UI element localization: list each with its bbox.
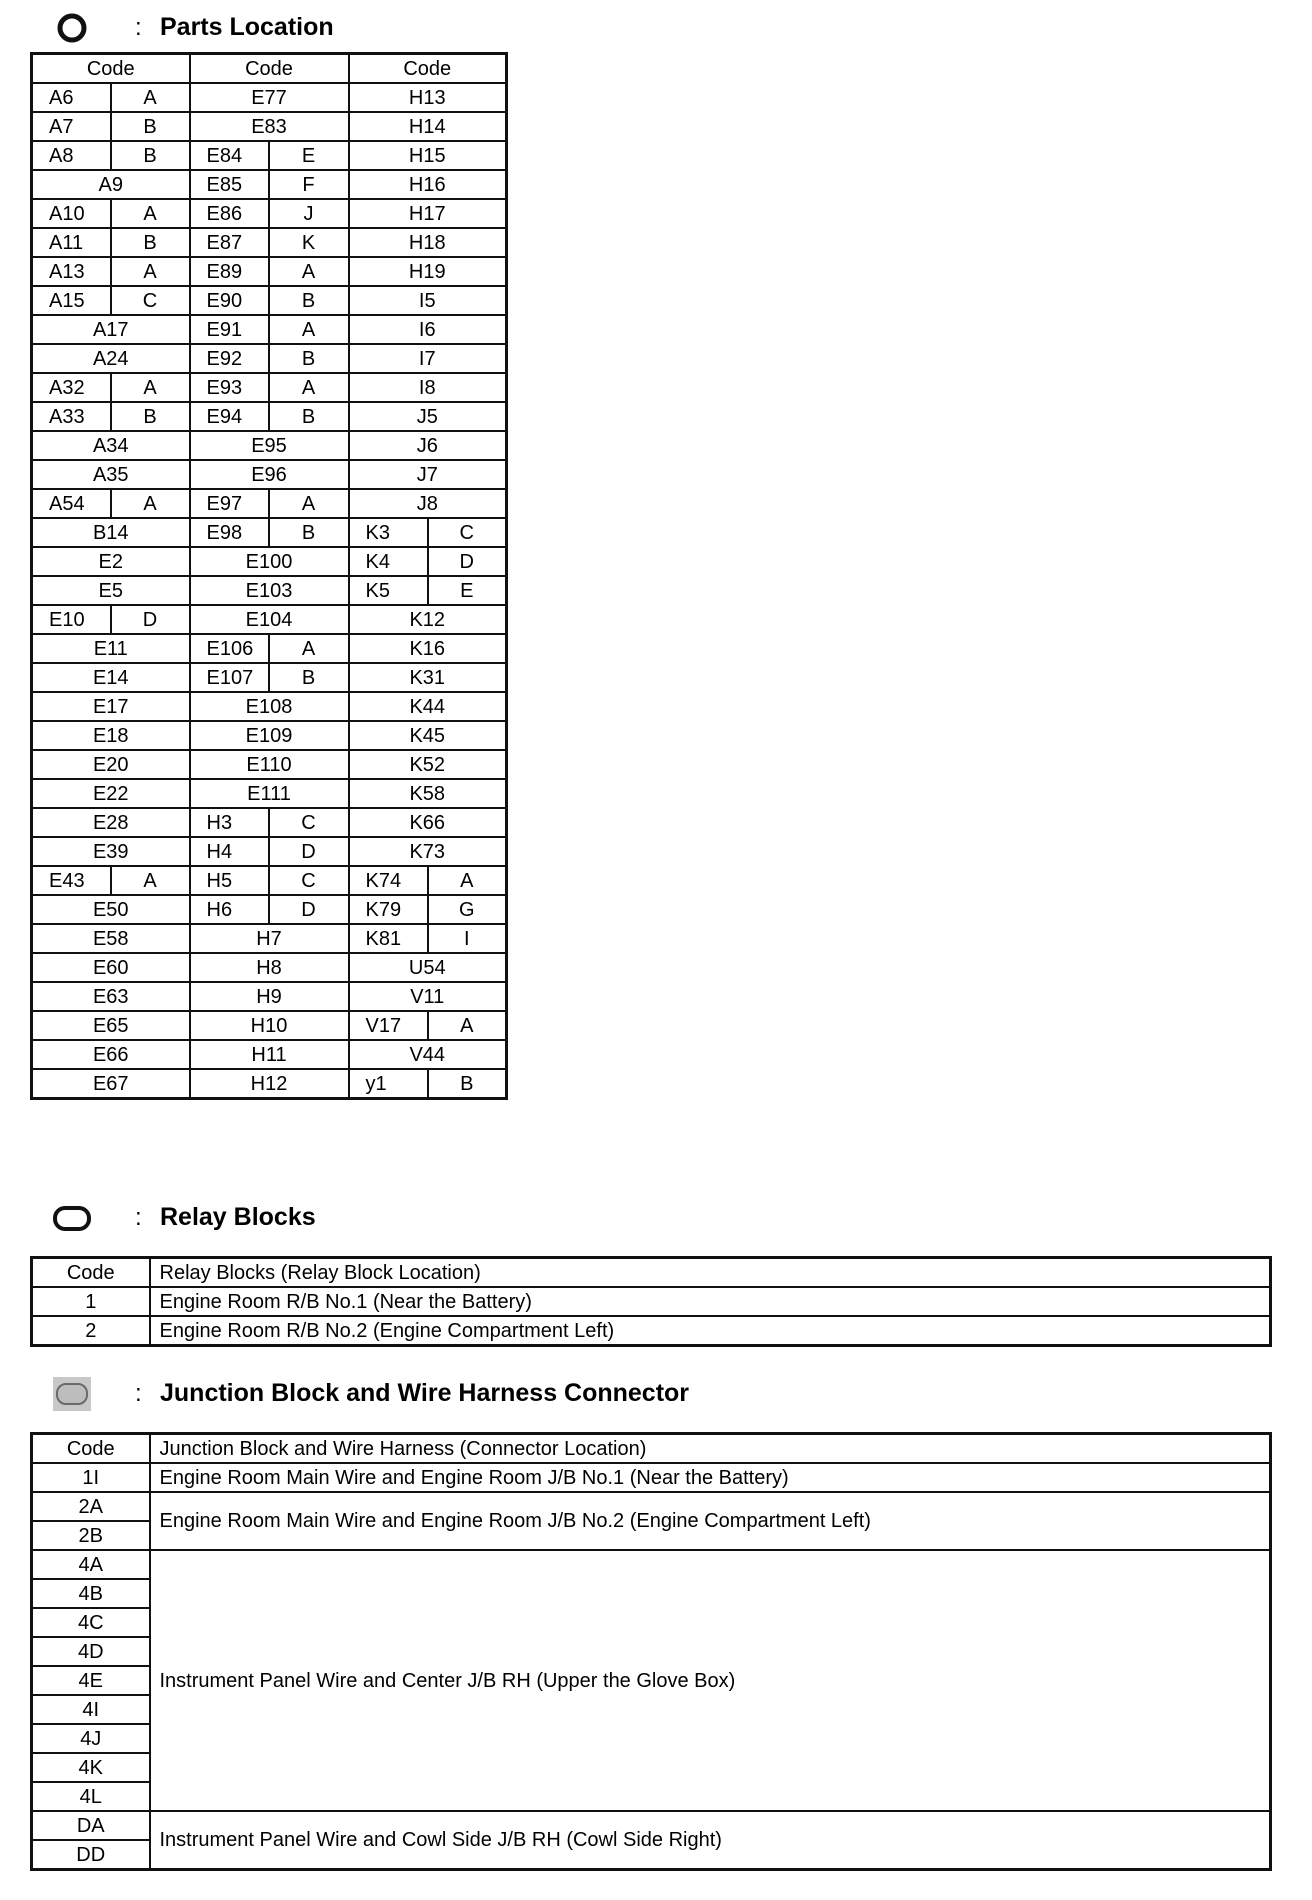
column-header: Code: [349, 54, 507, 84]
part-code: K3: [349, 518, 428, 547]
part-location-letter: C: [269, 866, 349, 895]
part-code: K44: [349, 692, 507, 721]
relay-description: Engine Room R/B No.1 (Near the Battery): [150, 1287, 1271, 1316]
table-row: [32, 837, 507, 866]
part-code: E84: [190, 141, 269, 170]
part-code: J8: [349, 489, 507, 518]
table-header-row: [32, 1434, 1271, 1464]
table-row: [32, 866, 507, 895]
column-header: Junction Block and Wire Harness (Connector Location): [150, 1434, 1271, 1464]
relay-code: 2: [32, 1316, 150, 1346]
table-row: [32, 489, 507, 518]
part-code: E107: [190, 663, 269, 692]
part-code: E98: [190, 518, 269, 547]
table-row: [32, 1287, 1271, 1316]
part-location-letter: J: [269, 199, 349, 228]
part-code: I7: [349, 344, 507, 373]
part-code: E109: [190, 721, 349, 750]
part-location-letter: D: [269, 837, 349, 866]
part-code: K66: [349, 808, 507, 837]
column-header: Code: [190, 54, 349, 84]
part-code: H7: [190, 924, 349, 953]
part-code: A35: [32, 460, 190, 489]
part-code: H4: [190, 837, 269, 866]
part-code: E17: [32, 692, 190, 721]
part-code: H13: [349, 83, 507, 112]
table-row: [32, 721, 507, 750]
part-code: A9: [32, 170, 190, 199]
connector-code: 4E: [32, 1666, 150, 1695]
part-code: A32: [32, 373, 111, 402]
connector-code: 4J: [32, 1724, 150, 1753]
junction-block-title: Junction Block and Wire Harness Connector: [160, 1379, 690, 1407]
part-code: E106: [190, 634, 269, 663]
part-location-letter: D: [269, 895, 349, 924]
table-row: [32, 547, 507, 576]
heading-colon: :: [135, 14, 142, 41]
part-code: A17: [32, 315, 190, 344]
table-row: [32, 1011, 507, 1040]
part-code: E14: [32, 663, 190, 692]
part-code: E100: [190, 547, 349, 576]
part-location-letter: A: [111, 257, 190, 286]
part-location-letter: A: [111, 866, 190, 895]
part-code: H19: [349, 257, 507, 286]
heading-colon: :: [135, 1204, 142, 1231]
table-row: [32, 141, 507, 170]
part-code: E67: [32, 1069, 190, 1099]
parts-location-table: [30, 52, 508, 1100]
part-location-letter: B: [111, 112, 190, 141]
connector-description: Engine Room Main Wire and Engine Room J/B No.1 (Near the Battery): [150, 1463, 1271, 1492]
part-code: K73: [349, 837, 507, 866]
part-code: J6: [349, 431, 507, 460]
part-code: K4: [349, 547, 428, 576]
part-location-letter: B: [269, 402, 349, 431]
part-code: I8: [349, 373, 507, 402]
part-code: I6: [349, 315, 507, 344]
part-code: E92: [190, 344, 269, 373]
table-row: [32, 982, 507, 1011]
relay-blocks-title: Relay Blocks: [160, 1203, 316, 1231]
heading-colon: :: [135, 1380, 142, 1407]
part-location-letter: C: [269, 808, 349, 837]
part-location-letter: D: [111, 605, 190, 634]
part-code: K45: [349, 721, 507, 750]
part-code: H9: [190, 982, 349, 1011]
connector-code: 2A: [32, 1492, 150, 1521]
table-row: [32, 1040, 507, 1069]
part-code: E65: [32, 1011, 190, 1040]
part-code: K74: [349, 866, 428, 895]
shaded-rounded-rect-symbol-icon: [52, 1374, 92, 1414]
part-code: K16: [349, 634, 507, 663]
connector-code: 2B: [32, 1521, 150, 1550]
table-row: [32, 257, 507, 286]
part-code: H12: [190, 1069, 349, 1099]
part-code: E110: [190, 750, 349, 779]
part-code: E83: [190, 112, 349, 141]
part-code: H5: [190, 866, 269, 895]
part-location-letter: A: [269, 257, 349, 286]
table-row: [32, 402, 507, 431]
part-location-letter: A: [269, 315, 349, 344]
part-code: K58: [349, 779, 507, 808]
connector-code: 4C: [32, 1608, 150, 1637]
part-location-letter: A: [269, 489, 349, 518]
part-code: E66: [32, 1040, 190, 1069]
part-code: A34: [32, 431, 190, 460]
part-location-letter: B: [111, 228, 190, 257]
part-code: K79: [349, 895, 428, 924]
table-row: [32, 1069, 507, 1099]
connector-description: Instrument Panel Wire and Cowl Side J/B RH (Cowl Side Right): [150, 1811, 1271, 1870]
part-code: A8: [32, 141, 111, 170]
part-code: U54: [349, 953, 507, 982]
part-location-letter: A: [111, 199, 190, 228]
connector-code: 4K: [32, 1753, 150, 1782]
table-row: [32, 750, 507, 779]
part-location-letter: E: [269, 141, 349, 170]
circle-symbol-icon: [52, 8, 92, 48]
part-code: E63: [32, 982, 190, 1011]
part-code: A15: [32, 286, 111, 315]
part-code: H17: [349, 199, 507, 228]
part-code: H14: [349, 112, 507, 141]
table-row: [32, 1316, 1271, 1346]
column-header: Code: [32, 1434, 150, 1464]
part-code: E90: [190, 286, 269, 315]
part-location-letter: F: [269, 170, 349, 199]
part-code: E50: [32, 895, 190, 924]
table-row: [32, 518, 507, 547]
table-row: [32, 1492, 1271, 1521]
part-location-letter: A: [269, 634, 349, 663]
table-row: [32, 1811, 1271, 1840]
part-code: E103: [190, 576, 349, 605]
part-code: E58: [32, 924, 190, 953]
part-code: A54: [32, 489, 111, 518]
part-code: H11: [190, 1040, 349, 1069]
part-code: E20: [32, 750, 190, 779]
part-location-letter: G: [428, 895, 507, 924]
part-code: A7: [32, 112, 111, 141]
part-code: A33: [32, 402, 111, 431]
part-location-letter: K: [269, 228, 349, 257]
table-header-row: [32, 54, 507, 84]
table-row: [32, 663, 507, 692]
table-row: [32, 373, 507, 402]
table-header-row: [32, 1258, 1271, 1288]
table-row: [32, 286, 507, 315]
table-row: [32, 170, 507, 199]
part-code: E43: [32, 866, 111, 895]
part-code: E96: [190, 460, 349, 489]
table-row: [32, 605, 507, 634]
table-row: [32, 1550, 1271, 1579]
part-code: E95: [190, 431, 349, 460]
part-code: H8: [190, 953, 349, 982]
part-code: K12: [349, 605, 507, 634]
connector-code: 4D: [32, 1637, 150, 1666]
table-row: [32, 1463, 1271, 1492]
part-location-letter: E: [428, 576, 507, 605]
part-location-letter: A: [269, 373, 349, 402]
part-location-letter: A: [428, 1011, 507, 1040]
part-code: E97: [190, 489, 269, 518]
part-code: E5: [32, 576, 190, 605]
part-code: E91: [190, 315, 269, 344]
table-row: [32, 112, 507, 141]
part-location-letter: C: [428, 518, 507, 547]
part-location-letter: B: [428, 1069, 507, 1099]
part-location-letter: B: [269, 518, 349, 547]
table-row: [32, 953, 507, 982]
part-code: K52: [349, 750, 507, 779]
part-code: V11: [349, 982, 507, 1011]
part-code: V44: [349, 1040, 507, 1069]
table-row: [32, 808, 507, 837]
table-row: [32, 431, 507, 460]
part-location-letter: B: [269, 286, 349, 315]
relay-code: 1: [32, 1287, 150, 1316]
part-code: H15: [349, 141, 507, 170]
relay-blocks-table: [30, 1256, 1272, 1347]
part-code: E87: [190, 228, 269, 257]
table-row: [32, 344, 507, 373]
part-code: E60: [32, 953, 190, 982]
part-code: E86: [190, 199, 269, 228]
column-header: Code: [32, 54, 190, 84]
part-code: H10: [190, 1011, 349, 1040]
part-code: E94: [190, 402, 269, 431]
part-code: E28: [32, 808, 190, 837]
part-code: E85: [190, 170, 269, 199]
parts-location-title: Parts Location: [160, 13, 334, 41]
part-code: A11: [32, 228, 111, 257]
part-code: E93: [190, 373, 269, 402]
part-location-letter: A: [428, 866, 507, 895]
table-row: [32, 199, 507, 228]
part-code: A24: [32, 344, 190, 373]
part-code: E89: [190, 257, 269, 286]
part-code: E11: [32, 634, 190, 663]
part-code: A6: [32, 83, 111, 112]
part-location-letter: A: [111, 83, 190, 112]
part-code: J7: [349, 460, 507, 489]
part-code: A10: [32, 199, 111, 228]
part-code: E2: [32, 547, 190, 576]
part-location-letter: A: [111, 373, 190, 402]
connector-code: 4I: [32, 1695, 150, 1724]
part-code: H16: [349, 170, 507, 199]
table-row: [32, 83, 507, 112]
part-code: H18: [349, 228, 507, 257]
part-code: K5: [349, 576, 428, 605]
part-code: V17: [349, 1011, 428, 1040]
part-code: K81: [349, 924, 428, 953]
connector-code: 4L: [32, 1782, 150, 1811]
connector-description: Engine Room Main Wire and Engine Room J/B No.2 (Engine Compartment Left): [150, 1492, 1271, 1550]
junction-block-table: [30, 1432, 1272, 1871]
part-code: y1: [349, 1069, 428, 1099]
rounded-rect-symbol-icon: [52, 1198, 92, 1238]
part-code: E10: [32, 605, 111, 634]
part-code: H6: [190, 895, 269, 924]
part-code: E108: [190, 692, 349, 721]
part-code: E22: [32, 779, 190, 808]
connector-code: DD: [32, 1840, 150, 1870]
table-row: [32, 634, 507, 663]
column-header: Code: [32, 1258, 150, 1288]
relay-description: Engine Room R/B No.2 (Engine Compartment Left): [150, 1316, 1271, 1346]
connector-code: 1I: [32, 1463, 150, 1492]
table-row: [32, 315, 507, 344]
connector-description: Instrument Panel Wire and Center J/B RH (Upper the Glove Box): [150, 1550, 1271, 1811]
part-code: A13: [32, 257, 111, 286]
part-code: E39: [32, 837, 190, 866]
part-location-letter: B: [111, 402, 190, 431]
connector-code: DA: [32, 1811, 150, 1840]
table-row: [32, 895, 507, 924]
part-code: J5: [349, 402, 507, 431]
part-code: E18: [32, 721, 190, 750]
table-row: [32, 779, 507, 808]
part-location-letter: B: [269, 344, 349, 373]
part-code: I5: [349, 286, 507, 315]
part-code: H3: [190, 808, 269, 837]
part-location-letter: B: [111, 141, 190, 170]
part-code: E104: [190, 605, 349, 634]
table-row: [32, 924, 507, 953]
column-header: Relay Blocks (Relay Block Location): [150, 1258, 1271, 1288]
table-row: [32, 576, 507, 605]
part-location-letter: B: [269, 663, 349, 692]
part-location-letter: I: [428, 924, 507, 953]
part-code: E77: [190, 83, 349, 112]
connector-code: 4A: [32, 1550, 150, 1579]
part-code: B14: [32, 518, 190, 547]
part-code: E111: [190, 779, 349, 808]
table-row: [32, 460, 507, 489]
part-location-letter: A: [111, 489, 190, 518]
part-location-letter: D: [428, 547, 507, 576]
table-row: [32, 228, 507, 257]
part-code: K31: [349, 663, 507, 692]
part-location-letter: C: [111, 286, 190, 315]
connector-code: 4B: [32, 1579, 150, 1608]
table-row: [32, 692, 507, 721]
